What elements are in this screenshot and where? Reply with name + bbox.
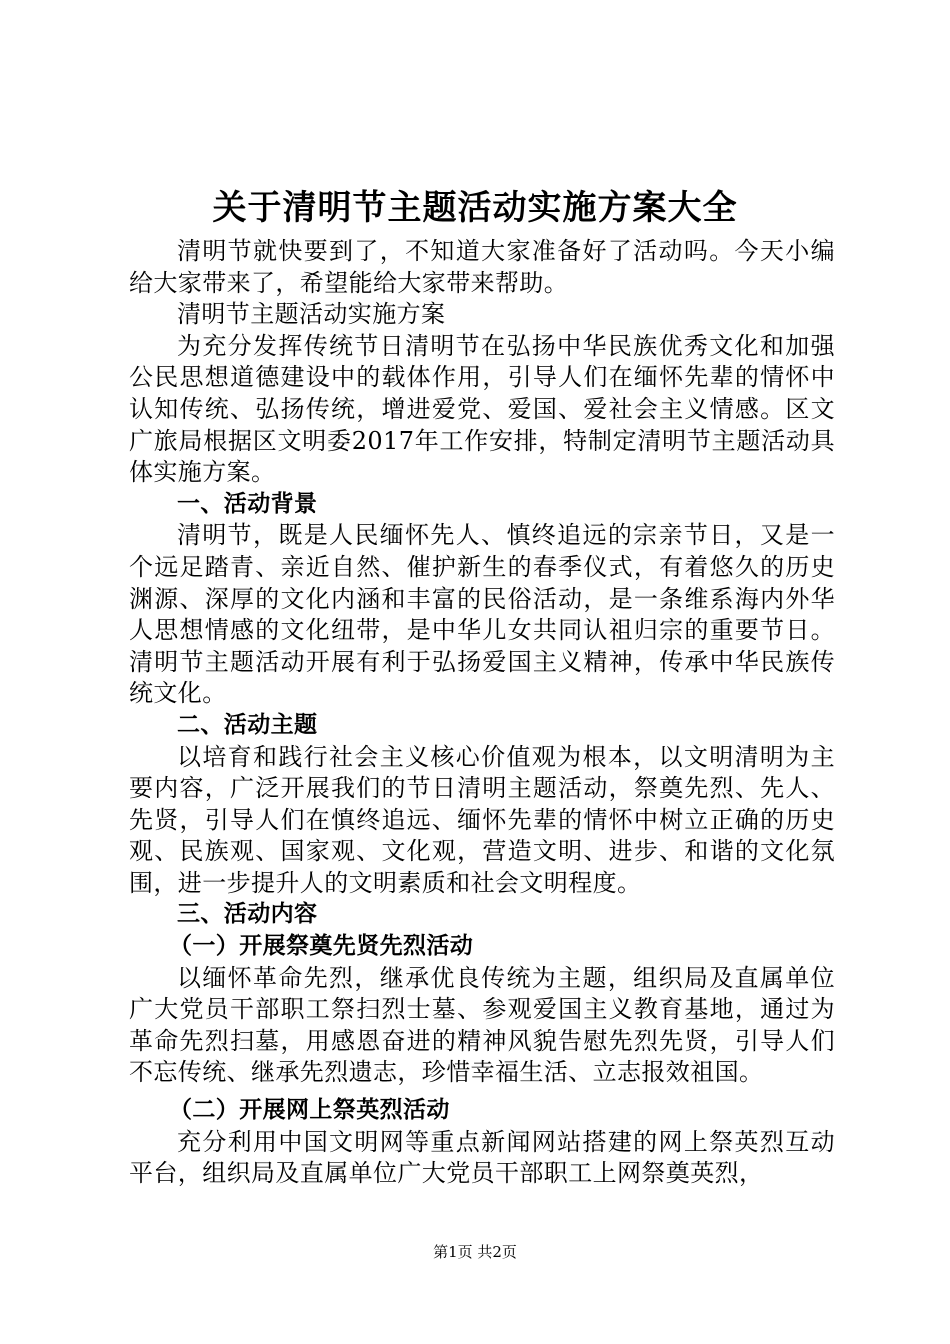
- section-heading-background: 一、活动背景: [177, 490, 318, 517]
- preface-paragraph: 为充分发挥传统节日清明节在弘扬中华民族优秀文化和加强公民思想道德建设中的载体作用，引导人们在缅怀先辈的情怀中认知传统、弘扬传统，增进爱党、爱国、爱社会主义情感。区文广旅局根据区文明委2017年工作安排，特制定清明节主题活动具体实施方案。: [129, 331, 835, 487]
- subsection-text-online: 充分利用中国文明网等重点新闻网站搭建的网上祭英烈互动平台，组织局及直属单位广大党员干部职工上网祭奠英烈，: [129, 1127, 835, 1188]
- intro-paragraph: 清明节就快要到了，不知道大家准备好了活动吗。今天小编给大家带来了，希望能给大家带来帮助。: [129, 237, 835, 297]
- plan-subtitle: 清明节主题活动实施方案: [177, 300, 446, 329]
- section-text-theme: 以培育和践行社会主义核心价值观为根本，以文明清明为主要内容，广泛开展我们的节日清明主题活动，祭奠先烈、先人、先贤，引导人们在慎终追远、缅怀先辈的情怀中树立正确的历史观、民族观、国家观、文化观，营造文明、进步、和谐的文化氛围，进一步提升人的文明素质和社会文明程度。: [129, 742, 835, 897]
- subsection-heading-memorial: （一）开展祭奠先贤先烈活动: [169, 933, 474, 960]
- document-title: 关于清明节主题活动实施方案大全: [212, 188, 738, 228]
- section-heading-content: 三、活动内容: [177, 901, 318, 928]
- subsection-text-memorial: 以缅怀革命先烈，继承优良传统为主题，组织局及直属单位广大党员干部职工祭扫烈士墓、参观爱国主义教育基地，通过为革命先烈扫墓，用感恩奋进的精神风貌告慰先烈先贤，引导人们不忘传统、继承先烈遗志，珍惜幸福生活、立志报效祖国。: [129, 963, 835, 1087]
- section-text-background: 清明节，既是人民缅怀先人、慎终追远的宗亲节日，又是一个远足踏青、亲近自然、催护新生的春季仪式，有着悠久的历史渊源、深厚的文化内涵和丰富的民俗活动，是一条维系海内外华人思想情感的文化纽带，是中华儿女共同认祖归宗的重要节日。清明节主题活动开展有利于弘扬爱国主义精神，传承中华民族传统文化。: [129, 521, 835, 708]
- subsection-heading-online: （二）开展网上祭英烈活动: [169, 1097, 450, 1124]
- page-footer: 第1页 共2页: [433, 1243, 517, 1261]
- section-heading-theme: 二、活动主题: [177, 711, 318, 738]
- document-body: [129, 236, 835, 1190]
